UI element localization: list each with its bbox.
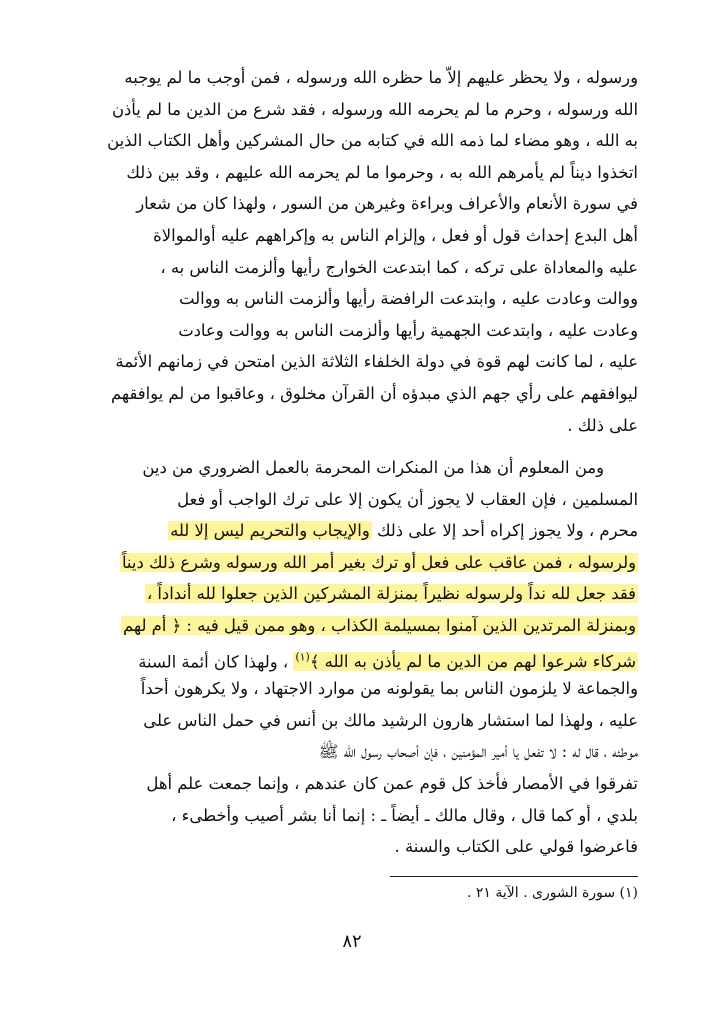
footnote: (١) سورة الشورى . الآية ٢١ .	[466, 885, 638, 901]
text-segment: ، ولهذا كان أئمة السنة	[138, 652, 289, 672]
text-line: على ذلك .	[567, 415, 638, 435]
text-line: عليه والمعاداة على تركه ، كما ابتدعت الخوارج رأيها وألزمت الناس به ،	[160, 257, 638, 277]
highlighted-text: وبمنزلة المرتدين الذين آمنوا بمسيلمة الكذاب ، وهو ممن قيل فيه : ﴿ أم لهم	[122, 615, 636, 635]
text-line: موطئه ، قال له : لا تفعل يا أمير المؤمنين ، فإن أصحاب رسول الله ﷺ	[318, 742, 638, 762]
text-line	[68, 515, 638, 547]
text-line: وعادت عليه ، وابتدعت الجهمية رأيها وألزمت الناس به ووالت وعادت	[178, 320, 638, 340]
text-line: بلدي ، أو كما قال ، وقال مالك ـ أيضاً ـ : إنما أنا بشر أصيب وأخطىء ،	[171, 805, 638, 825]
text-line	[68, 578, 638, 610]
text-line: اتخذوا ديناً لم يأمرهم الله به ، وحرموا ما لم يحرمه الله عليهم ، وقد بين ذلك	[126, 162, 638, 182]
text-line: ومن المعلوم أن هذا من المنكرات المحرمة بالعمل الضروري من دين	[142, 458, 604, 477]
highlighted-text: ولرسوله ، فمن عاقب على فعل أو ترك بغير أمر الله ورسوله وشرع ذلك ديناً	[121, 552, 636, 572]
text-line: ورسوله ، ولا يحظر عليهم إلاّ ما حظره الله ورسوله ، فمن أوجب ما لم يوجبه	[124, 68, 638, 87]
text-line: عليه ، لما كانت لهم قوة في دولة الخلفاء الثلاثة الذين امتحن في زمانهم الأئمة	[115, 352, 638, 372]
text-line	[68, 610, 638, 642]
paragraph-2	[68, 452, 638, 863]
text-line: أهل البدع إحداث قول أو فعل ، وإلزام الناس به وإكراههم عليه أوالموالاة	[153, 225, 638, 245]
text-line	[68, 642, 638, 674]
footnote-marker: (١)	[295, 650, 310, 664]
text-line: والجماعة لا يلزمون الناس بما يقولونه من موارد الاجتهاد ، ولا يكرهون أحداً	[140, 679, 638, 699]
paragraph-1	[68, 62, 638, 441]
highlighted-text	[293, 652, 638, 671]
highlighted-text: والإيجاب والتحريم ليس إلا لله	[170, 521, 370, 541]
text-line	[68, 547, 638, 579]
text-line: ووالت وعادت عليه ، وابتدعت الرافضة رأيها وألزمت الناس به ووالت	[179, 289, 638, 309]
quran-quote: شركاء شرعوا لهم من الدين ما لم يأذن به الله ﴾	[309, 652, 636, 672]
text-line: ليوافقهم على رأي جهم الذي مبدؤه أن القرآن مخلوق ، وعاقبوا من لم يوافقهم	[110, 383, 638, 403]
text-line: المسلمين ، فإن العقاب لا يجوز أن يكون إلا على ترك الواجب أو فعل	[177, 489, 638, 509]
text-line: فاعرضوا قولي على الكتاب والسنة .	[394, 837, 638, 857]
highlighted-text: فقد جعل لله نداً ولرسوله نظيراً بمنزلة المشركين الذين جعلوا لله أنداداً ،	[146, 584, 636, 604]
text-segment: محرم ، ولا يجوز إكراه أحد إلا على ذلك	[376, 521, 638, 541]
text-line: في سورة الأنعام والأعراف وبراءة وغيرهن من السور ، ولهذا كان من شعار	[136, 194, 638, 214]
text-line: الله ورسوله ، وحرم ما لم يحرمه الله ورسوله ، فقد شرع من الدين ما لم يأذن	[111, 99, 638, 119]
text-line: تفرقوا في الأمصار فأخذ كل قوم عمن كان عندهم ، وإنما جمعت علم أهل	[146, 773, 638, 793]
text-line: عليه ، ولهذا لما استشار هارون الرشيد مالك بن أنس في حمل الناس على	[143, 710, 638, 730]
footnote-divider	[390, 876, 638, 877]
page-number: ٨٢	[342, 931, 362, 952]
text-line: به الله ، وهو مضاء لما ذمه الله في كتابه من حال المشركين وأهل الكتاب الذين	[107, 131, 638, 151]
